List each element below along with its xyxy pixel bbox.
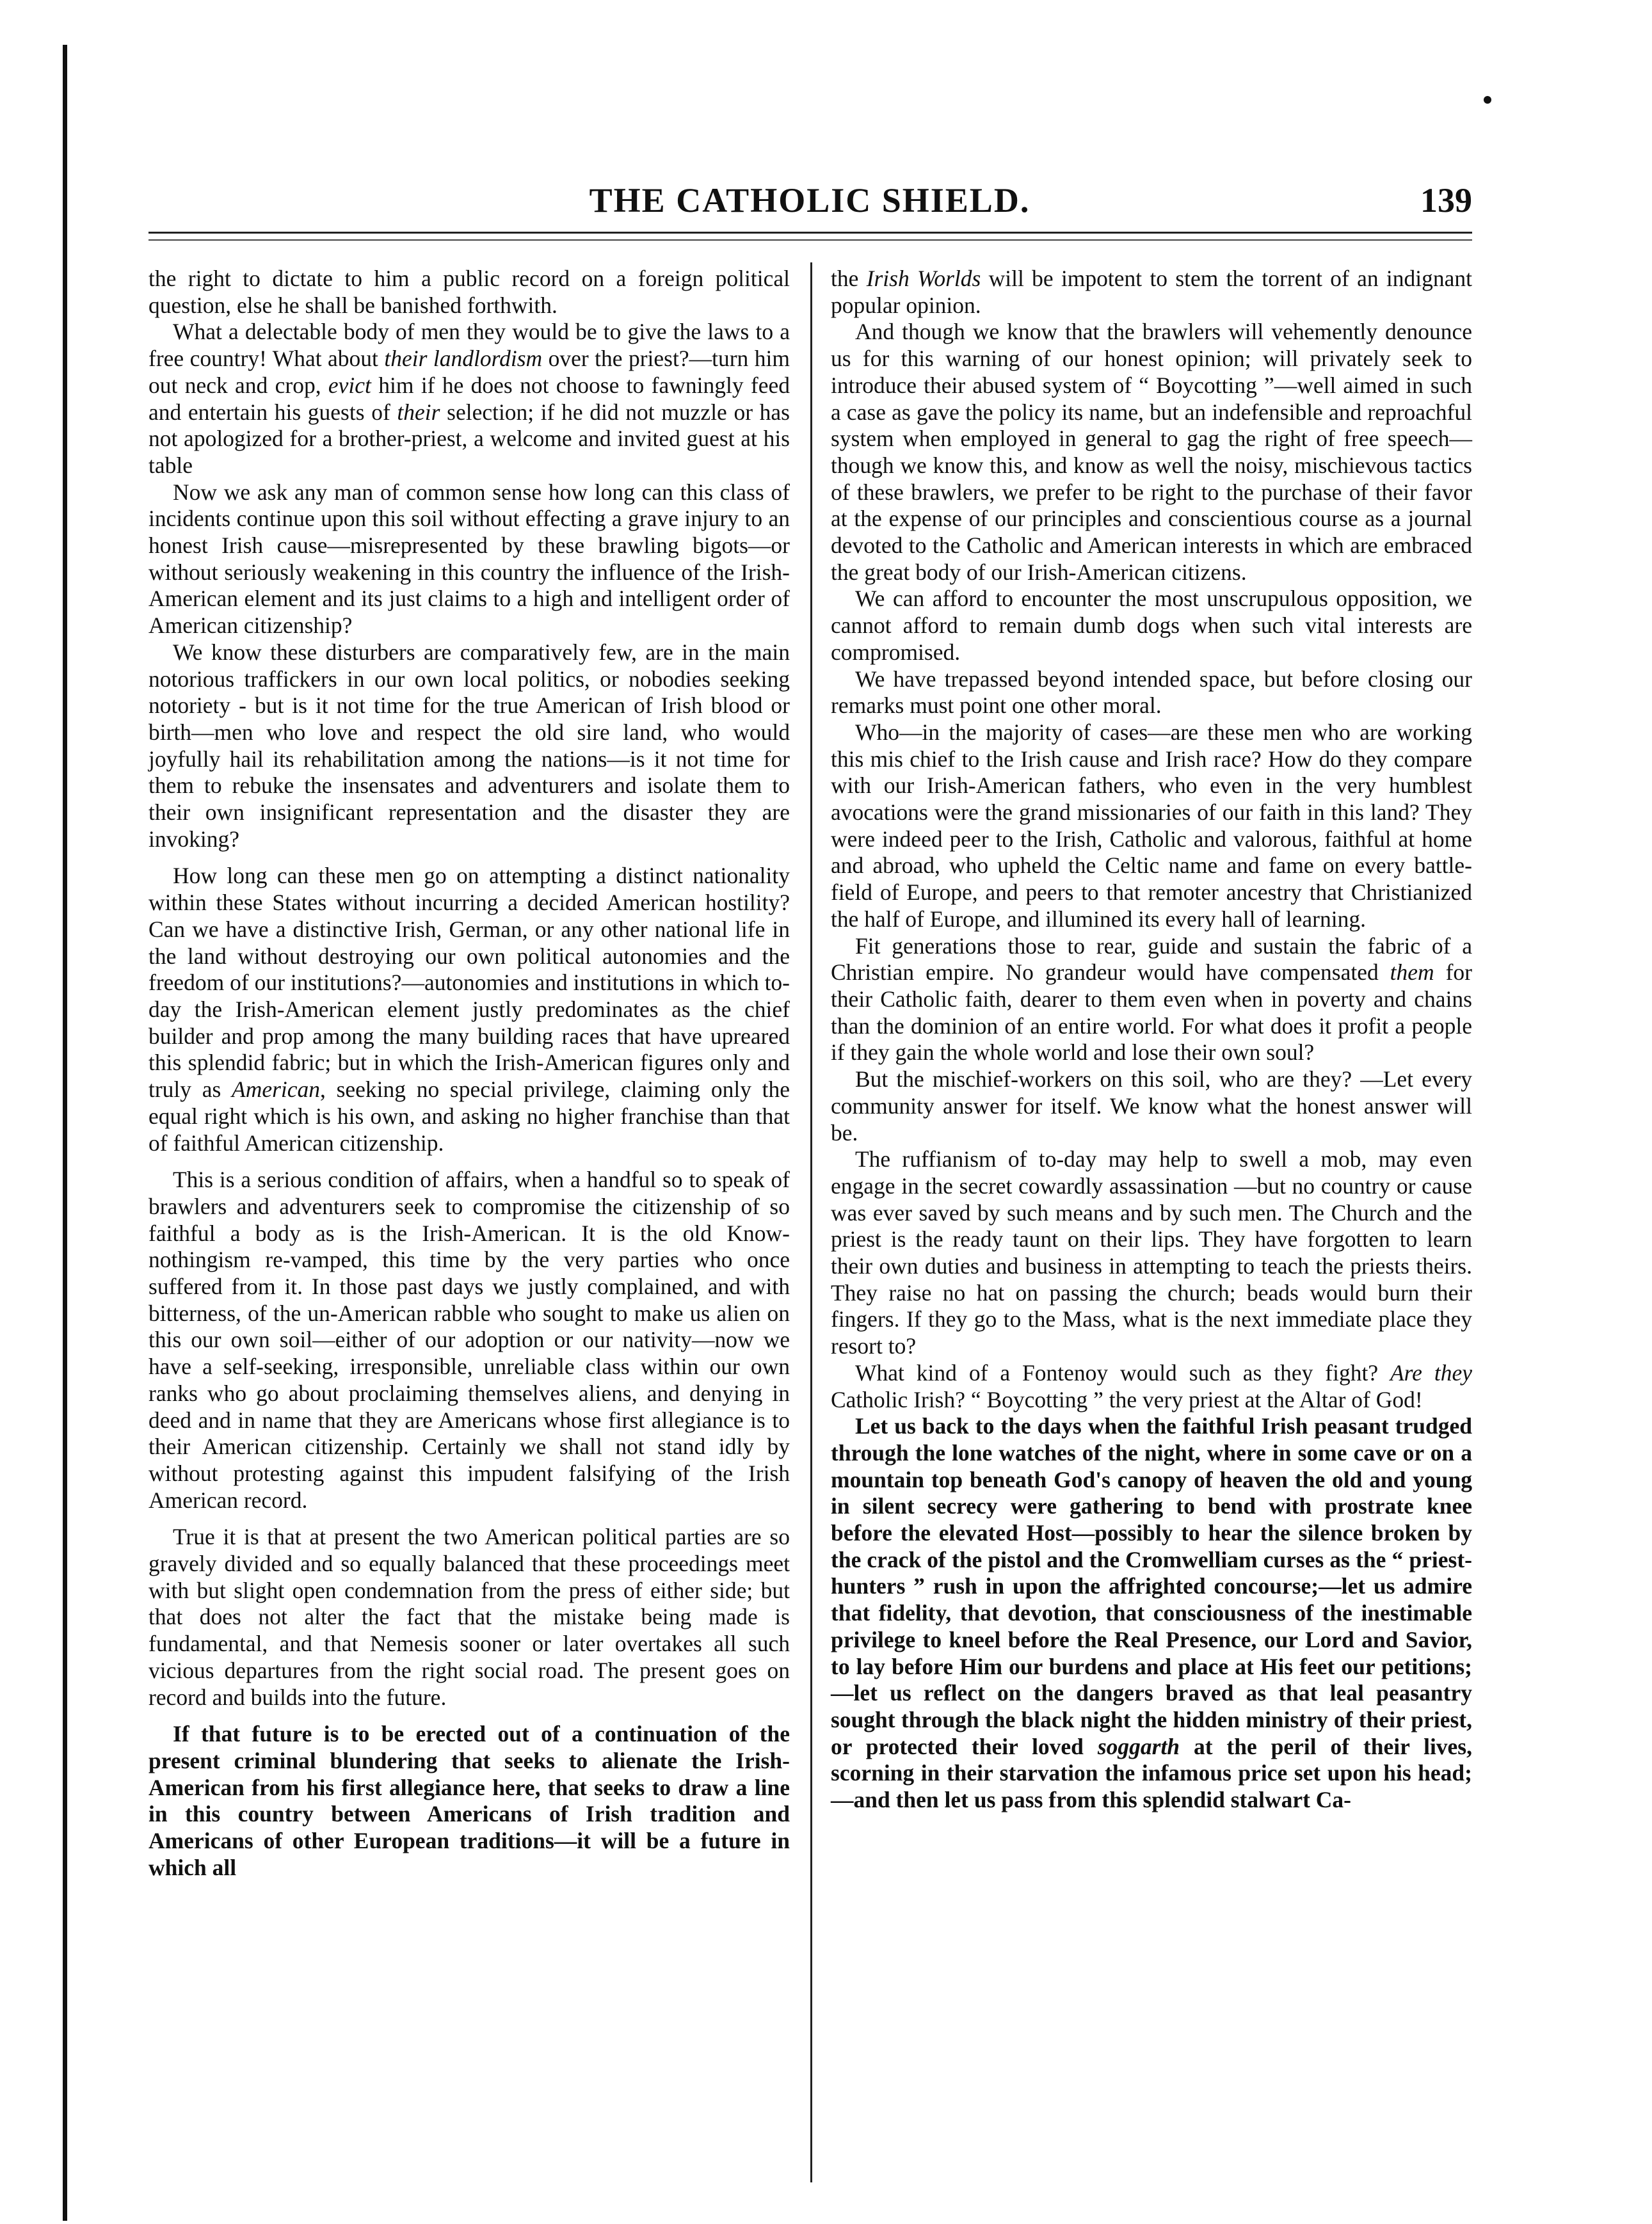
running-title: THE CATHOLIC SHIELD. bbox=[589, 181, 1030, 220]
text-run: , seeking no special privilege, claiming only the equal right which is his own, and asking no higher franchise than that of faithful American citizenship. bbox=[148, 1076, 790, 1156]
paragraph bbox=[831, 933, 1472, 1067]
paragraph: Who—in the majority of cases—are these men who are working this mis chief to the Irish cause and Irish race? How do they compare with our Irish-American fathers, who even in the very humblest avocations were the grand missionaries of our faith in this land? They were indeed peer to the Irish, Catholic and valorous, faithful at home and abroad, who upheld the Celtic name and fame on every battle-field of Europe, and peers to that remoter ancestry that Christianized the half of Europe, and illumined its every hall of learning. bbox=[831, 719, 1472, 932]
ink-speck bbox=[1484, 96, 1491, 104]
italic-text: Irish Worlds bbox=[866, 266, 981, 291]
paragraph: True it is that at present the two American political parties are so gravely divided and so equally balanced that these proceedings meet with but slight open condemnation from the press of either side; but that does not alter the fact that the mistake being made is fundamental, and that Nemesis sooner or later overtakes all such vicious departures from the right social road. The present goes on record and builds into the future. bbox=[148, 1524, 790, 1710]
header-rule bbox=[148, 232, 1472, 234]
paragraph: The ruffianism of to-day may help to swell a mob, may even engage in the secret cowardly assassination —but no country or cause was ever saved by such means and by such men. The Church and the priest is the ready taunt on their lips. They have forgotten to learn their own duties and business in attempting to teach the priests theirs. They raise no hat on passing the church; beads would burn their fingers. If they go to the Mass, what is the next immediate place they resort to? bbox=[831, 1146, 1472, 1359]
paragraph: But the mischief-workers on this soil, who are they? —Let every community answer for itself. We know what the honest answer will be. bbox=[831, 1066, 1472, 1146]
paragraph: And though we know that the brawlers will vehemently denounce us for this warning of our honest opinion; will privately seek to introduce their abused system of “ Boycotting ”—well aimed in such a case as gave the policy its name, but an indefensible and reproachful system when employed in general to gag the right of free speech—though we know this, and know as well the noisy, mischievous tactics of these brawlers, we prefer to be right to the purchase of their favor at the expense of our principles and conscientious course as a journal devoted to the Catholic and American interests in which are embraced the great body of our Irish-American citizens. bbox=[831, 319, 1472, 585]
paragraph: Now we ask any man of common sense how long can this class of incidents continue upon this soil without effecting a grave injury to an honest Irish cause—misrepresented by these brawling bigots—or without seriously weakening in this country the influence of the Irish-American element and its just claims to a high and intelligent order of American citizenship? bbox=[148, 479, 790, 639]
column-divider bbox=[810, 262, 812, 2182]
paragraph: If that future is to be erected out of a continuation of the present criminal blundering that seeks to alienate the Irish-American from his first allegiance here, that seeks to draw a line in this country between Americans of Irish tradition and Americans of other European traditions—it will be a future in which all bbox=[148, 1721, 790, 1880]
italic-text: their landlordism bbox=[384, 346, 543, 372]
italic-text: American bbox=[232, 1076, 321, 1103]
text-run: the bbox=[831, 266, 867, 291]
paragraph: We have trepassed beyond intended space, but before closing our remarks must point one other moral. bbox=[831, 666, 1472, 719]
running-head bbox=[147, 180, 1472, 232]
text-run: for their Catholic faith, dearer to them even when in poverty and chains than the dominion of an entire world. For what does it profit a people if they gain the whole world and lose their own soul? bbox=[831, 959, 1472, 1066]
italic-text: evict bbox=[328, 372, 371, 398]
page-binding-edge bbox=[63, 45, 67, 2221]
paragraph bbox=[831, 1413, 1472, 1814]
paragraph bbox=[831, 266, 1472, 319]
right-column bbox=[831, 266, 1472, 1814]
italic-text: their bbox=[397, 399, 440, 425]
paragraph bbox=[148, 319, 790, 479]
page-number: 139 bbox=[1420, 181, 1472, 220]
paragraph: This is a serious condition of affairs, when a handful so to speak of brawlers and adventurers seek to compromise the citizenship of so faithful a body as is the Irish-American. It is the old Know-nothingism re-vamped, this time by the very parties who once suffered from it. In those past days we justly complained, and with bitterness, of the un-American rabble who sought to make us alien on this our own soil—either of our adoption or our nativity—now we have a self-seeking, irresponsible, unreliable class within our own ranks who go about proclaiming themselves aliens, and denying in deed and in name that they are Americans whose first allegiance is to their American citizenship. Certainly we shall not stand idly by without protesting against this impudent falsifying of the Irish American record. bbox=[148, 1167, 790, 1513]
italic-text: Are they bbox=[1390, 1359, 1472, 1386]
text-run: Let us back to the days when the faithful Irish peasant trudged through the lone watches of the night, where in some cave or on a mountain top beneath God's canopy of heaven the old and young in silent secrecy were gathering to bend with prostrate knee before the elevated Host—possibly to hear the silence broken by the crack of the pistol and the Cromwelliam curses as the “ priest-hunters ” rush in upon the affrighted concourse;—let us admire that fidelity, that devotion, that consciousness of the inestimable privilege to kneel before the Real Presence, our Lord and Savior, to lay before Him our burdens and place at His feet our petitions;—let us reflect on the dangers braved as that leal peasantry sought through the black night the hidden ministry of their priest, or protected their loved bbox=[831, 1413, 1472, 1759]
text-run: at the peril of their lives, scorning in their starvation the infamous price set upon his head;—and then let us pass from this splendid stalwart Ca- bbox=[831, 1733, 1473, 1813]
text-run: What a delectable body of men they would be to give the laws to a free country! What about bbox=[148, 319, 790, 372]
paragraph bbox=[148, 863, 790, 1156]
text-run: selection; if he did not muzzle or has not apologized for a brother-priest, a welcome and invited guest at his table bbox=[148, 399, 790, 478]
left-column bbox=[148, 266, 790, 1881]
text-run: Catholic Irish? “ Boycotting ” the very priest at the Altar of God! bbox=[831, 1386, 1423, 1412]
text-run: Fit generations those to rear, guide and sustain the fabric of a Christian empire. No grandeur would have compensated bbox=[831, 932, 1472, 986]
italic-text: them bbox=[1390, 959, 1434, 986]
text-run: What kind of a Fontenoy would such as they fight? bbox=[855, 1359, 1390, 1386]
text-run: over the priest?—turn him out neck and crop, bbox=[148, 346, 790, 398]
paragraph: the right to dictate to him a public record on a foreign political question, else he shall be banished forthwith. bbox=[148, 266, 790, 318]
text-run: him if he does not choose to fawningly feed and entertain his guests of bbox=[148, 372, 790, 425]
text-run: How long can these men go on attempting a distinct nationality within these States without incurring a decided American hostility? Can we have a distinctive Irish, German, or any other national life in the land without destroying our own political autonomies and the freedom of our institutions?—autonomies and institutions in which to-day the Irish-American element justly predominates as the chief builder and prop among the many building races that have upreared this splendid fabric; but in which the Irish-American figures only and truly as bbox=[148, 863, 790, 1103]
paragraph: We can afford to encounter the most unscrupulous opposition, we cannot afford to remain dumb dogs when such vital interests are compromised. bbox=[831, 586, 1472, 665]
paragraph: We know these disturbers are comparatively few, are in the main notorious traffickers in our own local politics, or nobodies seeking notoriety - but is it not time for the true American of Irish blood or birth—men who love and respect the old sire land, who would joyfully hail its rehabilitation among the nations—is it not time for them to rebuke the insensates and adventurers and isolate them to their own insignificant representation and the disaster they are invoking? bbox=[148, 639, 790, 852]
text-run: will be impotent to stem the torrent of an indignant popular opinion. bbox=[831, 266, 1473, 318]
header-rule-secondary bbox=[148, 239, 1472, 241]
paragraph bbox=[831, 1360, 1472, 1413]
italic-text: soggarth bbox=[1097, 1733, 1180, 1759]
